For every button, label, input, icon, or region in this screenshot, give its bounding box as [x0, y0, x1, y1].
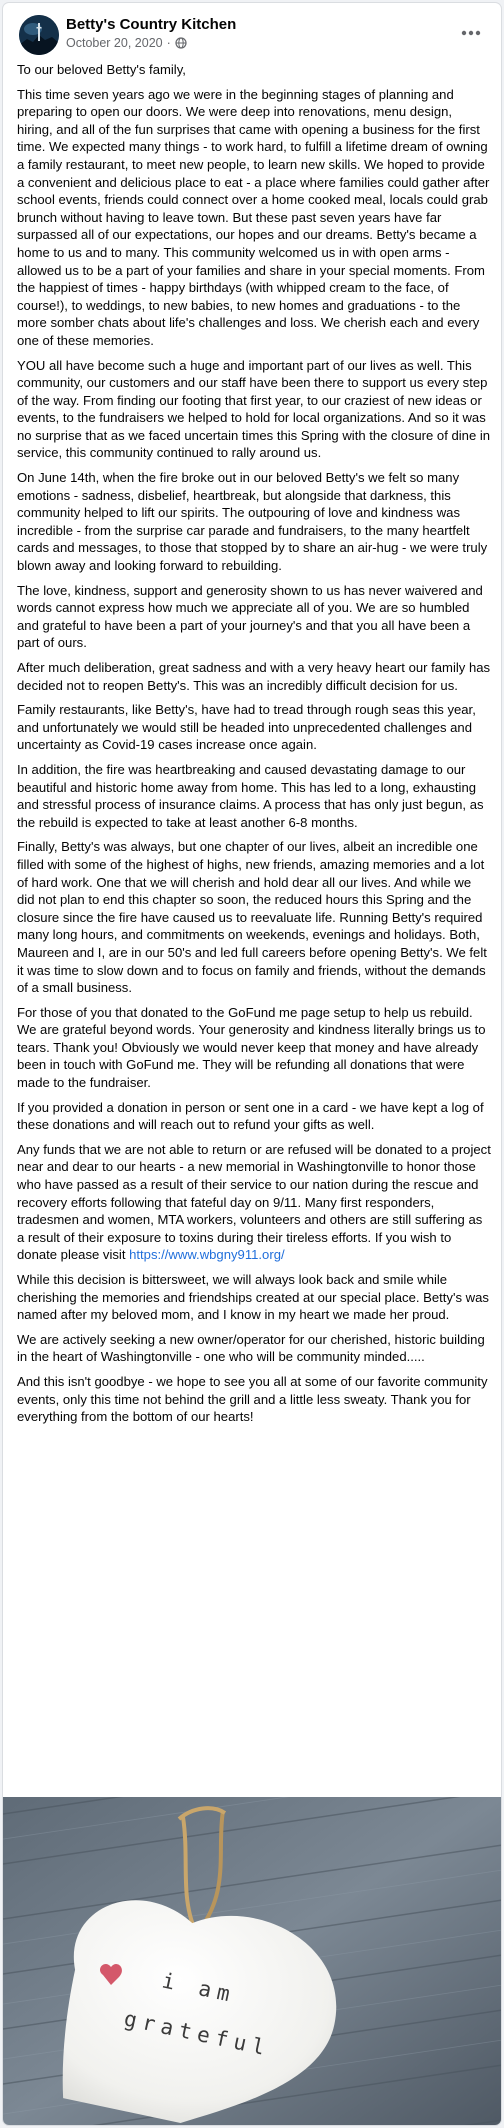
memorial-link[interactable]: https://www.wbgny911.org/: [129, 1247, 285, 1263]
post-meta: [66, 36, 187, 50]
post-photo[interactable]: [3, 1797, 501, 2125]
post-paragraph: This time seven years ago we were in the beginning stages of planning and preparing to open our doors. We were deep into renovations, menu design, hiring, and all of the fun surprises that came with opening a business for the first time. We expected many things - to work hard, to fulfill a lifetime dream of owning a family restaurant, to meet new people, to learn new skills. We hoped to provide a convenient and delicious place to eat - a place where families could gather after school events, friends could connect over a home cooked meal, locals could grab brunch without having to leave town. But these past seven years have far surpassed all of our expectations, our hopes and our dreams. Betty's became a home to us and to many. This community welcomed us in with open arms - allowed us to be a part of your families and share in your special moments. From the happiest of times - happy birthdays (with whipped cream to the face, of course!), to weddings, to new babies, to new homes and graduations - to the more somber chats about life's challenges and loss. We cherish each and every one of these memories.: [17, 86, 490, 348]
post-paragraph: On June 14th, when the fire broke out in our beloved Betty's we felt so many emotions - sadness, disbelief, heartbreak, but alongside that darkness, this community helped to lift our spirits. The outpouring of love and kindness was incredible - from the surprise car parade and fundraisers, to the many heartfelt cards and messages, to those that stopped by to share an air-hug - we were truly blown away and looking forward to rebuilding.: [17, 470, 488, 574]
post-paragraph: To our beloved Betty's family,: [17, 62, 186, 77]
meta-separator: ·: [166, 36, 171, 50]
post-paragraph: In addition, the fire was heartbreaking and caused devastating damage to our beautiful and historic home away from home. This has led to a long, exhausting and stressful process of insurance claims. A process that has only just begun, as the rebuild is expected to take at least another 6-8 months.: [17, 761, 484, 830]
avatar-image: [19, 15, 59, 55]
post-paragraph: YOU all have become such a huge and important part of our lives as well. This community, our customers and our staff have been there to support us every step of the way. From finding our footing that first year, to our craziest of new ideas or events, to the fundraisers we helped to hold for local organizations. And so it was no surprise that as we faced uncertain times this Spring with the closure of dine in service, this community continued to rally around us.: [17, 357, 491, 461]
memorial-text: Any funds that we are not able to return or are refused will be donated to a project near and dear to our hearts - a new memorial in Washingtonville to honor those who have passed as a result of their service to our nation during the rescue and recovery efforts following that fateful day on 9/11. Many first responders, tradesmen and women, MTA workers, volunteers and others are still suffering as a result of their exposure to toxins during their tireless efforts. If you wish to donate please visit: [17, 1141, 491, 1263]
post-header: [3, 3, 501, 59]
page-name-link[interactable]: Betty's Country Kitchen: [66, 16, 237, 33]
more-options-button[interactable]: [455, 17, 487, 49]
memorial-paragraph: [17, 1141, 491, 1264]
post-paragraph: For those of you that donated to the GoFund me page setup to help us rebuild. We are grateful beyond words. Your generosity and kindness literally brings us to tears. Thank you! Obviously we would never keep that money and have already been in touch with GoFund me. They will be refunding all donations that were made to the fundraiser.: [17, 1004, 486, 1091]
post-body: [17, 61, 491, 1433]
post-paragraph: The love, kindness, support and generosity shown to us has never waivered and words cannot express how much we appreciate all of you. We are so humbled and grateful to have been a part of your journey's and that you all have been a part of ours.: [17, 582, 483, 651]
more-options-icon: [461, 30, 481, 36]
post-paragraph: While this decision is bittersweet, we will always look back and smile while cherishing the memories and friendships created at our special place. Betty's was named after my beloved mom, and I know in my heart we made her proud.: [17, 1272, 489, 1323]
post-paragraph: After much deliberation, great sadness and with a very heavy heart our family has decided not to reopen Betty's. This was an incredibly difficult decision for us.: [17, 660, 491, 693]
globe-icon[interactable]: [175, 37, 187, 49]
grateful-heart-image: [3, 1797, 501, 2125]
facebook-post: [3, 3, 501, 2125]
post-paragraph: Family restaurants, like Betty's, have had to tread through rough seas this year, and unfortunately we would still be headed into unprecedented challenges and uncertainty as Covid-19 cases increase once again.: [17, 702, 476, 753]
post-paragraph: We are actively seeking a new owner/operator for our cherished, historic building in the heart of Washingtonville - one who will be community minded.....: [17, 1331, 485, 1365]
page-avatar[interactable]: [19, 15, 59, 55]
heart-text-line2: grateful: [121, 2006, 273, 2061]
post-paragraph: Finally, Betty's was always, but one chapter of our lives, albeit an incredible one filled with some of the highest of highs, new friends, amazing memories and a lot of hard work. One that we will cherish and hold dear all our lives. And while we did not plan to end this chapter so soon, the reduced hours this Spring and the closure since the fire have caused us to reevaluate life. Running Betty's required many long hours, and commitments on weekends, evenings and holidays. Both, Maureen and I, are in our 50's and led full careers before opening Betty's. We felt it was time to slow down and to focus on family and friends, without the demands of a small business.: [17, 839, 487, 996]
post-paragraph: If you provided a donation in person or sent one in a card - we have kept a log of these donations and will reach out to refund your gifts as well.: [17, 1099, 484, 1133]
post-date[interactable]: October 20, 2020: [66, 36, 163, 50]
heart-text-line1: i am: [159, 1968, 238, 2008]
post-paragraph: And this isn't goodbye - we hope to see you all at some of our favorite community events, only this time not behind the grill and a little less sweaty. Thank you for everything from the bottom of our hearts!: [17, 1373, 488, 1425]
